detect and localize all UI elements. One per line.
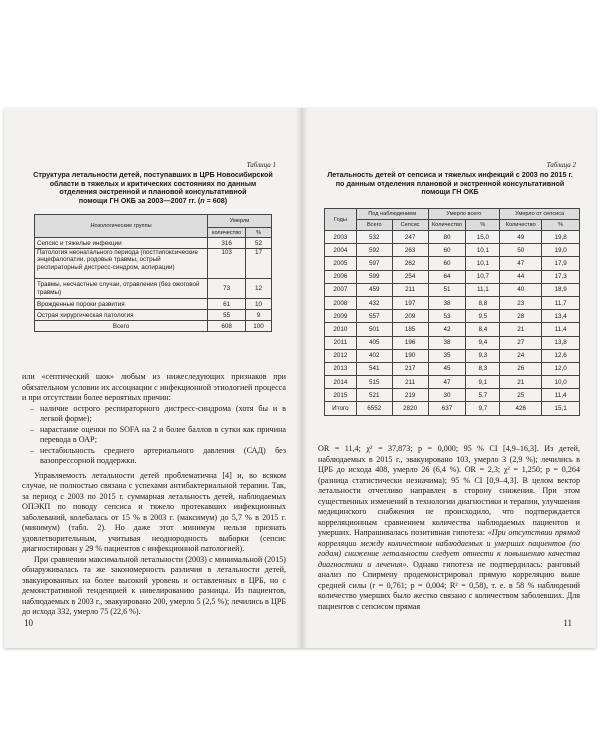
table-2-title: Летальность детей от сепсиса и тяжелых инфекций с 2003 по 2015 г. по данным отделения плановой и экстренной консультативной помощи ГН ОКБ (327, 170, 573, 197)
table-row (325, 376, 580, 389)
table-row (325, 283, 580, 296)
table-cell: 10,7 (466, 270, 500, 283)
table-cell: 26 (500, 362, 542, 375)
table-2 (324, 208, 580, 416)
table-cell: 247 (392, 231, 428, 244)
table-cell: 28 (500, 310, 542, 323)
table-cell: 9,3 (466, 349, 500, 362)
table-cell: 597 (356, 257, 392, 270)
table-cell: 2007 (325, 283, 357, 296)
table-cell: 196 (392, 336, 428, 349)
table-cell: 426 (500, 402, 542, 415)
left-body-text (22, 372, 286, 618)
table-cell: 263 (392, 244, 428, 257)
table-cell: Итого (325, 402, 357, 415)
paragraph: OR = 11,4; χ² = 37,873; p = 0,000; 95 % CI [4,9–16,3]. Из детей, наблюдаемых в 2015 г., эвакуировано 103, умерло 3 (2,9 %); лечились в ЦРБ до исхода 408, умерло 26 (6,4 %). OR = 2,3; χ² = 1,250; p = 0,264 (разница статистически незначима); 95 % CI [0,9–4,3]. В целом вектор летальности отчетливо направлен в сторону снижения. При этом существенных изменений в технологии диагностики и терапии, улучшения медицинского снабжения не происходило, что подтверждается корреляционным сравнением количества наблюдаемых пациентов и умерших. Напрашивалась позитивная гипотеза: «При отсутствии прямой корреляции между количеством наблюдаемых и умерших пациентов (по годам) снижение летальности следует отнести к повышению качества диагностики и лечения». Однако гипотеза не подтвердилась: ранговый анализ по Спирмену продемонстрировал прямую корреляцию выше средней силы (r = 0,761; p = 0,004; R² = 0,58), т. е. в 58 % наблюдений количество умерших было жестко связано с количеством заболевших. Для пациентов с сепсисом прямая (318, 444, 581, 611)
table-cell: 21 (500, 376, 542, 389)
table-cell: 8,4 (466, 323, 500, 336)
list-item: – нестабильность среднего артериального давления (САД) без вазопрессорной поддержки. (40, 446, 286, 467)
table-cell: 2003 (325, 231, 357, 244)
page-number-left: 10 (24, 618, 33, 628)
table-cell: 501 (356, 323, 392, 336)
table-cell: 2013 (325, 362, 357, 375)
table-cell: 262 (392, 257, 428, 270)
table-row (325, 310, 580, 323)
hypothesis-quote: «При отсутствии прямой корреляции между количеством наблюдаемых и умерших пациентов (по годам) снижение летальности следует отнести к повышению качества диагностики и лечения». (318, 528, 581, 569)
table-cell: 24 (500, 349, 542, 362)
table-cell: 11,1 (466, 283, 500, 296)
table-cell: 211 (392, 376, 428, 389)
table-cell: 5,7 (466, 389, 500, 402)
table-2-header-sepsis: Сепсис (392, 220, 428, 231)
table-2-header-count: Количество (428, 220, 466, 231)
table-cell: 405 (356, 336, 392, 349)
table-cell: 35 (428, 349, 466, 362)
table-2-header-total: Всего (356, 220, 392, 231)
table-cell: 432 (356, 296, 392, 309)
table-cell: 9,4 (466, 336, 500, 349)
table-row (325, 336, 580, 349)
table-cell: 53 (428, 310, 466, 323)
table-cell: 8,8 (466, 296, 500, 309)
table-1-header-percent: % (246, 228, 272, 238)
table-cell: 51 (428, 283, 466, 296)
table-row (325, 231, 580, 244)
table-1-header-died: Умерли (208, 215, 272, 228)
table-cell: 2015 (325, 389, 357, 402)
table-cell: 25 (500, 389, 542, 402)
table-cell: 80 (428, 231, 466, 244)
table-cell: 521 (356, 389, 392, 402)
table-cell: 11,7 (542, 296, 580, 309)
table-2-header-percent: % (466, 220, 500, 231)
table-cell: 38 (428, 336, 466, 349)
table-cell: 18,9 (542, 283, 580, 296)
table-cell: 23 (500, 296, 542, 309)
table-cell: 2009 (325, 310, 357, 323)
table-total-row: Всего 608 100 (35, 321, 272, 332)
criteria-list (22, 404, 286, 467)
table-cell: 190 (392, 349, 428, 362)
table-2-header-died-sepsis: Умерло от сепсиса (500, 209, 580, 220)
table-cell: 557 (356, 310, 392, 323)
table-row: Сепсис и тяжелые инфекции 316 52 (35, 238, 272, 249)
table-row: Патология неонатального периода (посттипоксические энцефалопатии, родовые травмы, острый респираторный дистресс-синдром, аспирации) 103 17 (35, 249, 272, 279)
table-cell: 599 (356, 270, 392, 283)
table-row (325, 244, 580, 257)
table-2-label: Таблица 2 (546, 161, 576, 169)
table-cell: 637 (428, 402, 466, 415)
table-cell: 254 (392, 270, 428, 283)
table-cell: 197 (392, 296, 428, 309)
table-cell: 541 (356, 362, 392, 375)
table-cell: 6552 (356, 402, 392, 415)
table-1 (34, 214, 272, 332)
table-cell: 38 (428, 296, 466, 309)
table-cell: 27 (500, 336, 542, 349)
table-cell: 49 (500, 231, 542, 244)
table-2-body (325, 231, 580, 416)
table-row: Острая хирургическая патология 55 9 (35, 310, 272, 321)
table-cell: 13,4 (542, 310, 580, 323)
table-row (325, 270, 580, 283)
table-cell: 19,0 (542, 244, 580, 257)
table-cell: 11,4 (542, 323, 580, 336)
table-cell: 217 (392, 362, 428, 375)
table-cell: 47 (500, 257, 542, 270)
table-cell: 8,3 (466, 362, 500, 375)
table-cell: 211 (392, 283, 428, 296)
table-cell: 17,3 (542, 270, 580, 283)
table-cell: 2005 (325, 257, 357, 270)
paragraph: Управляемость летальности детей проблематична [4] и, во всяком случае, не полностью связана с успехами антибактериальной терапии. Так, за период с 2003 по 2015 г. суммарная летальность детей, наблюдаемых ОПЭКП по поводу сепсиса и тяжело протекавших инфекционных заболеваний, колебалась от 15 % в 2003 г. (максимум) до 5,7 % в 2015 г. (минимум) (табл. 2). Но даже этот минимум нельзя признать удовлетворительным, учитывая неоднородность выборки (сепсис диагностирован у 29 % пациентов с инфекционной патологией). (22, 470, 286, 553)
table-cell: 19,8 (542, 231, 580, 244)
table-cell: 2012 (325, 349, 357, 362)
table-cell: 532 (356, 231, 392, 244)
table-cell: 459 (356, 283, 392, 296)
table-2-header-count-sepsis: Количество (500, 220, 542, 231)
table-cell: 17,9 (542, 257, 580, 270)
left-page (4, 108, 300, 648)
table-cell: 10,1 (466, 244, 500, 257)
table-row (325, 257, 580, 270)
table-cell: 50 (500, 244, 542, 257)
table-cell: 15,1 (542, 402, 580, 415)
table-cell: 2008 (325, 296, 357, 309)
table-cell: 219 (392, 389, 428, 402)
right-body-text (318, 444, 580, 612)
table-cell: 2004 (325, 244, 357, 257)
table-cell: 12,0 (542, 362, 580, 375)
table-row: Врожденные пороки развития 61 10 (35, 299, 272, 310)
table-cell: 2820 (392, 402, 428, 415)
table-cell: 592 (356, 244, 392, 257)
table-row (325, 323, 580, 336)
table-1-header-count: количество (208, 228, 246, 238)
table-cell: 60 (428, 244, 466, 257)
table-1-label: Таблица 1 (246, 161, 276, 169)
table-row: Травмы, несчастные случаи, отравления (без ожоговой травмы) 73 12 (35, 279, 272, 299)
table-2-header-died-total: Умерло всего (428, 209, 500, 220)
table-cell: 15,0 (466, 231, 500, 244)
table-cell: 2014 (325, 376, 357, 389)
table-cell: 21 (500, 323, 542, 336)
table-cell: 45 (428, 362, 466, 375)
table-cell: 9,5 (466, 310, 500, 323)
table-cell: 2011 (325, 336, 357, 349)
table-cell: 402 (356, 349, 392, 362)
page-number-right: 11 (563, 618, 572, 628)
table-cell: 13,8 (542, 336, 580, 349)
table-cell: 209 (392, 310, 428, 323)
table-row (325, 362, 580, 375)
table-cell: 44 (500, 270, 542, 283)
table-row (325, 296, 580, 309)
table-total-row (325, 402, 580, 415)
right-page (304, 108, 596, 648)
table-cell: 60 (428, 257, 466, 270)
table-cell: 30 (428, 389, 466, 402)
table-2-header-observed: Под наблюдением (356, 209, 428, 220)
table-cell: 64 (428, 270, 466, 283)
table-1-title: Структура летальности детей, поступавших в ЦРБ Новосибирской области в тяжелых и критических состояниях по данным отделения экстренной и плановой консультативной помощи ГН ОКБ за 2003—2007 гг. (n = 608) (33, 170, 273, 205)
table-cell: 47 (428, 376, 466, 389)
table-2-header-year: Годы (325, 209, 357, 231)
table-cell: 40 (500, 283, 542, 296)
table-cell: 42 (428, 323, 466, 336)
table-2-header-percent-sepsis: % (542, 220, 580, 231)
table-cell: 2010 (325, 323, 357, 336)
table-cell: 10,0 (542, 376, 580, 389)
table-cell: 9,1 (466, 376, 500, 389)
table-cell: 185 (392, 323, 428, 336)
table-row (325, 389, 580, 402)
book-spread (4, 108, 596, 648)
list-item: – нарастание оценки по SOFA на 2 и более баллов в сутки как причина перевода в ОАР; (40, 425, 286, 446)
table-cell: 2006 (325, 270, 357, 283)
table-1-header-group: Нозологические группы (35, 215, 208, 238)
table-cell: 515 (356, 376, 392, 389)
table-cell: 12,6 (542, 349, 580, 362)
table-cell: 11,4 (542, 389, 580, 402)
table-cell: 9,7 (466, 402, 500, 415)
list-item: – наличие острого респираторного дистресс-синдрома (хотя бы и в легкой форме); (40, 404, 286, 425)
table-cell: 10,1 (466, 257, 500, 270)
paragraph: При сравнении максимальной летальности (2003) с минимальной (2015) обнаруживалась та же закономерность различия в летальности детей, эвакуированных на более высокий уровень и оставленных в ЦРБ, но с демонстративной тенденцией к нивелированию разницы. Из пациентов, наблюдаемых в 2003 г., эвакуировано 200, умерло 5 (2,5 %); лечились в ЦРБ до исхода 332, умерло 75 (22,6 %). (22, 554, 286, 616)
table-row (325, 349, 580, 362)
paragraph: или «септический шок» любым из нижеследующих признаков при обязательном условии их ассоциации с инфекционной этиологией процесса и при отсутствии более вероятных причин: (22, 372, 286, 402)
